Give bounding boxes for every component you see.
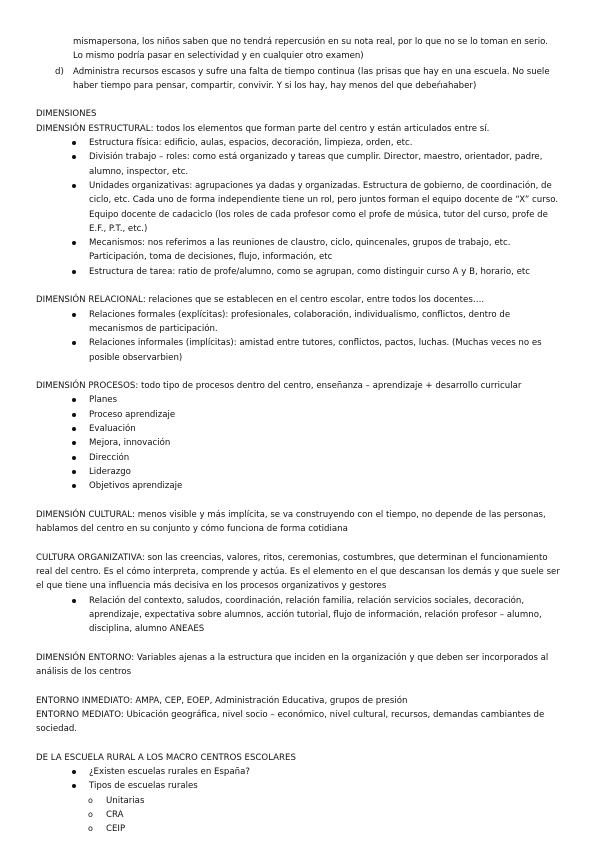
- list-item: Objetivos aprendizaje: [72, 479, 560, 493]
- list-item: Estructura de tarea: ratio de profe/alumno, como se agrupan, como distinguir curso A y B, horario, etc: [72, 265, 560, 279]
- list-item: ¿Existen escuelas rurales en España?: [72, 765, 560, 779]
- heading-dimension-estructural: DIMENSIÓN ESTRUCTURAL: todos los elementos que forman parte del centro y están articulados entre sí.: [36, 123, 490, 134]
- list-item: Mejora, innovación: [72, 436, 560, 450]
- heading-dimension-procesos: DIMENSIÓN PROCESOS: todo tipo de procesos dentro del centro, enseñanza – aprendizaje + desarrollo curricular: [36, 381, 522, 392]
- list-item: Planes: [72, 393, 560, 407]
- heading-cultura-organizativa: CULTURA ORGANIZATIVA: son las creencias, valores, ritos, ceremonias, costumbres, que determinan el funcionamiento real del centro. Es el cómo interpreta, comprende y actúa. Es el elemento en el que descansan los demás y que suele ser el que tiene una influencia más decisiva en los procesos organizativos y gestores: [36, 552, 560, 592]
- list-item-label: d): [55, 66, 64, 77]
- list-item: Relaciones formales (explícitas): profesionales, colaboración, individualismo, conflictos, dentro de mecanismos de participación.: [72, 308, 560, 337]
- procesos-bullet-list: [36, 393, 560, 493]
- rural-bullet-list: [36, 765, 560, 794]
- entorno-mediato-line: ENTORNO MEDIATO: Ubicación geográfica, nivel socio – económico, nivel cultural, recursos, demandas cambiantes de sociedad.: [36, 709, 545, 735]
- heading-dimension-entorno: DIMENSIÓN ENTORNO: Variables ajenas a la estructura que inciden en la organización y que deben ser incorporados al análisis de los centros: [36, 652, 549, 678]
- section-title-dimensiones: DIMENSIONES: [36, 109, 97, 120]
- list-item: Estructura física: edificio, aulas, espacios, decoración, limpieza, orden, etc.: [72, 136, 560, 150]
- list-item: Proceso aprendizaje: [72, 408, 560, 422]
- rural-sub-list: [36, 794, 560, 837]
- continued-paragraph: mismapersona, los niños saben que no tendrá repercusión en su nota real, por lo que no se lo toman en serio. Lo mismo podría pasar en selectividad y en cualquier otro examen): [73, 37, 548, 62]
- sub-list-item: o Unitarias: [88, 794, 560, 808]
- list-item: Relación del contexto, saludos, coordinación, relación familia, relación servicios sociales, decoración, aprendizaje, expectativa sobre alumnos, acción tutorial, flujo de información, relación profesor – alumno, disciplina, alumno ANEAES: [72, 594, 560, 637]
- estructural-bullet-list: [36, 136, 560, 279]
- heading-dimension-cultural: DIMENSIÓN CULTURAL: menos visible y más implícita, se va construyendo con el tiempo, no depende de las personas, hablamos del centro en su conjunto y cómo funciona de forma cotidiana: [36, 509, 546, 535]
- list-item: Liderazgo: [72, 465, 560, 479]
- entorno-inmediato-line: ENTORNO INMEDIATO: AMPA, CEP, EOEP, Administración Educativa, grupos de presión: [36, 695, 408, 706]
- list-item: Tipos de escuelas rurales: [72, 779, 560, 793]
- relacional-bullet-list: [36, 308, 560, 365]
- list-item-text: Administra recursos escasos y sufre una falta de tiempo continua (las prisas que hay en una escuela. No suele haber tiempo para pensar, compartir, convivir. Y si los hay, hay menos del que debeŕıahaber): [73, 66, 550, 91]
- sub-list-item: o CEIP: [88, 822, 560, 836]
- cultura-bullet-list: [36, 594, 560, 637]
- list-item-d: [36, 65, 560, 94]
- heading-dimension-relacional: DIMENSIÓN RELACIONAL: relaciones que se establecen en el centro escolar, entre todos los docentes….: [36, 295, 485, 306]
- list-item: Relaciones informales (implícitas): amistad entre tutores, conflictos, pactos, luchas. (Muchas veces no es posible observarbien): [72, 336, 560, 365]
- sub-list-item: o CRA: [88, 808, 560, 822]
- heading-escuela-rural: DE LA ESCUELA RURAL A LOS MACRO CENTROS ESCOLARES: [36, 752, 296, 763]
- list-item: Mecanismos: nos referimos a las reuniones de claustro, ciclo, quincenales, grupos de trabajo, etc. Participación, toma de decisiones, flujo, información, etc: [72, 236, 560, 265]
- list-item: Dirección: [72, 451, 560, 465]
- list-item: Evaluación: [72, 422, 560, 436]
- list-item: Unidades organizativas: agrupaciones ya dadas y organizadas. Estructura de gobierno, de coordinación, de ciclo, etc. Cada uno de forma independiente tiene un rol, pero juntos forman el equipo docente de “X” curso. Equipo docente de cadaciclo (los roles de cada profesor como el profe de música, tutor del curso, profe de E.F., P.T., etc.): [72, 179, 560, 236]
- list-item: División trabajo – roles: como está organizado y tareas que cumplir. Director, maestro, orientador, padre, alumno, inspector, etc.: [72, 150, 560, 179]
